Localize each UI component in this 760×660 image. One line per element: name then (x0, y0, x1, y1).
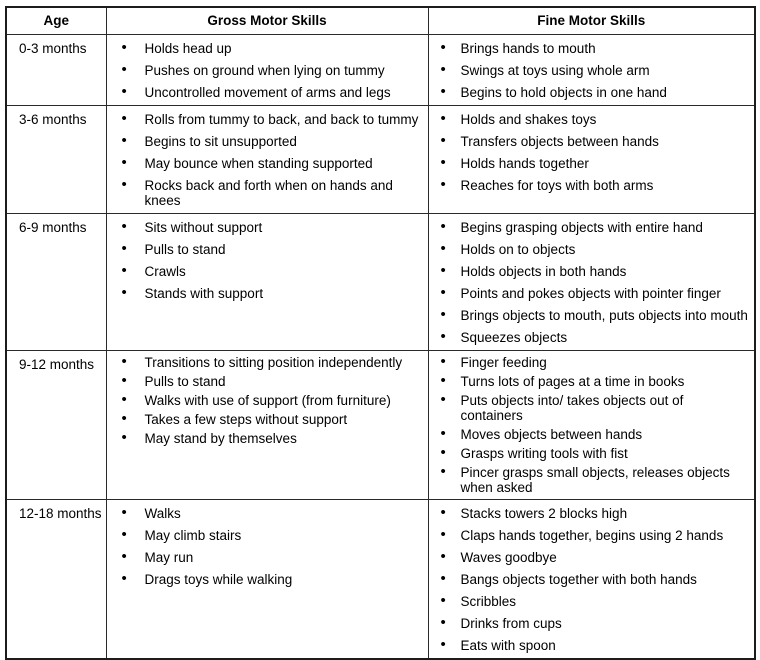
bullet-item: • Transfers objects between hands (429, 130, 753, 152)
table-row (6, 35, 755, 106)
bullet-item: • May run (107, 546, 426, 568)
bullet-item: • Brings objects to mouth, puts objects into mouth (429, 304, 753, 326)
milestones-table (5, 6, 756, 660)
table-row (6, 500, 755, 660)
bullet-item: • Grasps writing tools with fist (429, 444, 753, 463)
fine-motor-cell (428, 106, 755, 214)
fine-motor-cell-list (429, 108, 753, 196)
bullet-item: • Swings at toys using whole arm (429, 59, 753, 81)
bullet-item: • Pincer grasps small objects, releases objects when asked (429, 463, 753, 497)
bullet-item: • Turns lots of pages at a time in books (429, 372, 753, 391)
bullet-item: • May stand by themselves (107, 429, 426, 448)
gross-motor-cell-list (107, 37, 426, 103)
bullet-item: • Brings hands to mouth (429, 37, 753, 59)
bullet-item: • Stands with support (107, 282, 426, 304)
bullet-item: • Waves goodbye (429, 546, 753, 568)
column-header-age: Age (6, 7, 106, 35)
bullet-item: • Rolls from tummy to back, and back to tummy (107, 108, 426, 130)
bullet-item: • Pulls to stand (107, 238, 426, 260)
gross-motor-cell (106, 500, 428, 660)
gross-motor-cell (106, 106, 428, 214)
bullet-item: • Finger feeding (429, 353, 753, 372)
bullet-item: • Holds hands together (429, 152, 753, 174)
age-cell: 9-12 months (6, 351, 106, 500)
fine-motor-cell-list (429, 353, 753, 497)
age-cell: 0-3 months (6, 35, 106, 106)
column-header-gross-motor-skills: Gross Motor Skills (106, 7, 428, 35)
bullet-item: • Transitions to sitting position independently (107, 353, 426, 372)
bullet-item: • May bounce when standing supported (107, 152, 426, 174)
bullet-item: • Pulls to stand (107, 372, 426, 391)
age-cell: 12-18 months (6, 500, 106, 660)
fine-motor-cell (428, 500, 755, 660)
bullet-item: • Holds on to objects (429, 238, 753, 260)
bullet-item: • Bangs objects together with both hands (429, 568, 753, 590)
bullet-item: • Holds and shakes toys (429, 108, 753, 130)
bullet-item: • Begins grasping objects with entire hand (429, 216, 753, 238)
bullet-item: • Drinks from cups (429, 612, 753, 634)
bullet-item: • Reaches for toys with both arms (429, 174, 753, 196)
bullet-item: • May climb stairs (107, 524, 426, 546)
fine-motor-cell (428, 35, 755, 106)
table-row (6, 351, 755, 500)
bullet-item: • Pushes on ground when lying on tummy (107, 59, 426, 81)
gross-motor-cell (106, 214, 428, 351)
bullet-item: • Holds head up (107, 37, 426, 59)
bullet-item: • Claps hands together, begins using 2 hands (429, 524, 753, 546)
gross-motor-cell-list (107, 108, 426, 211)
bullet-item: • Crawls (107, 260, 426, 282)
gross-motor-cell (106, 351, 428, 500)
bullet-item: • Walks with use of support (from furniture) (107, 391, 426, 410)
bullet-item: • Holds objects in both hands (429, 260, 753, 282)
header-row (6, 7, 755, 35)
bullet-item: • Eats with spoon (429, 634, 753, 656)
gross-motor-cell (106, 35, 428, 106)
column-header-fine-motor-skills: Fine Motor Skills (428, 7, 755, 35)
bullet-item: • Squeezes objects (429, 326, 753, 348)
bullet-item: • Rocks back and forth when on hands and knees (107, 174, 426, 211)
bullet-item: • Scribbles (429, 590, 753, 612)
fine-motor-cell (428, 214, 755, 351)
bullet-item: • Begins to hold objects in one hand (429, 81, 753, 103)
gross-motor-cell-list (107, 502, 426, 590)
bullet-item: • Sits without support (107, 216, 426, 238)
bullet-item: • Stacks towers 2 blocks high (429, 502, 753, 524)
bullet-item: • Puts objects into/ takes objects out of containers (429, 391, 753, 425)
bullet-item: • Uncontrolled movement of arms and legs (107, 81, 426, 103)
bullet-item: • Begins to sit unsupported (107, 130, 426, 152)
table-body (6, 35, 755, 660)
table-row (6, 214, 755, 351)
bullet-item: • Moves objects between hands (429, 425, 753, 444)
bullet-item: • Takes a few steps without support (107, 410, 426, 429)
gross-motor-cell-list (107, 353, 426, 448)
gross-motor-cell-list (107, 216, 426, 304)
age-cell: 6-9 months (6, 214, 106, 351)
age-cell: 3-6 months (6, 106, 106, 214)
fine-motor-cell-list (429, 37, 753, 103)
fine-motor-cell-list (429, 216, 753, 348)
bullet-item: • Walks (107, 502, 426, 524)
table-header (6, 7, 755, 35)
bullet-item: • Points and pokes objects with pointer finger (429, 282, 753, 304)
table-row (6, 106, 755, 214)
fine-motor-cell (428, 351, 755, 500)
bullet-item: • Drags toys while walking (107, 568, 426, 590)
